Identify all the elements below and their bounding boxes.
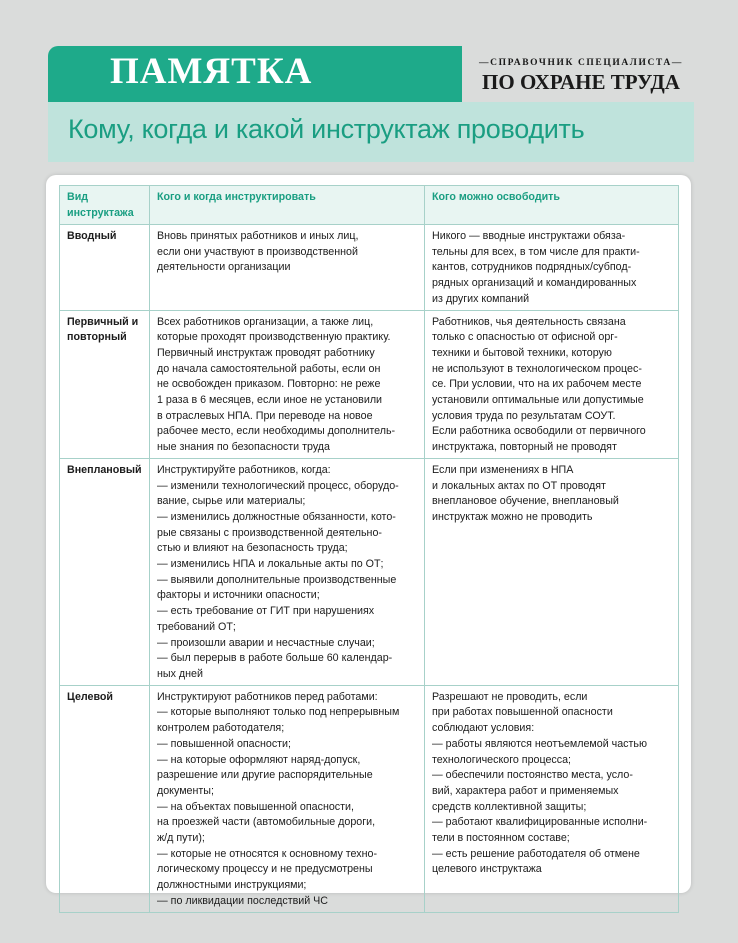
subtitle-band	[48, 102, 694, 162]
cell-text-line: и локальных актах по ОТ проводят	[432, 479, 606, 492]
cell-text-line: рядных организаций и командированных	[432, 277, 637, 290]
column-header-type: Вид инструктажа	[60, 186, 150, 225]
cell-type: Вводный	[60, 225, 150, 311]
cell-text-line: — был перерыв в работе больше 60 календар-	[157, 652, 393, 665]
cell-text-line: кантов, сотрудников подрядных/субпод-	[432, 261, 632, 274]
table-header-row	[60, 186, 679, 225]
cell-text-line: се. При условии, что на их рабочем месте	[432, 378, 642, 391]
cell-text-line: вание, сырье или материалы;	[157, 495, 306, 508]
cell-text-line: — произошли аварии и несчастные случаи;	[157, 636, 375, 649]
cell-text-line: документы;	[157, 784, 214, 797]
cell-text-line: — на которые оформляют наряд-допуск,	[157, 753, 361, 766]
cell-text-line: только с опасностью от офисной орг-	[432, 331, 618, 344]
cell-who	[150, 458, 425, 685]
cell-text-line: которые проходят производственную практику.	[157, 331, 391, 344]
cell-text-line: условия труда по результатам СОУТ.	[432, 409, 616, 422]
cell-text-line: установили оптимальные или допустимые	[432, 394, 644, 407]
cell-who	[150, 685, 425, 912]
cell-text-line: — есть требование от ГИТ при нарушениях	[157, 605, 375, 618]
cell-who	[150, 310, 425, 458]
cell-text-line: до начала самостоятельной работы, если он	[157, 362, 381, 375]
cell-text-line: — изменились НПА и локальные акты по ОТ;	[157, 558, 384, 571]
cell-text-line: если они участвуют в производственной	[157, 245, 358, 258]
cell-text-line: — на объектах повышенной опасности,	[157, 800, 354, 813]
cell-text-line: — которые не относятся к основному техно-	[157, 847, 378, 860]
cell-text-line: вий, характера работ и применяемых	[432, 784, 619, 797]
cell-text-line: соблюдают условия:	[432, 722, 535, 735]
title-banner	[48, 46, 462, 102]
cell-text-line: инструктажа, повторный не проводят	[432, 441, 617, 454]
column-header-who: Кого и когда инструктировать	[150, 186, 425, 225]
cell-text-line: — есть решение работодателя об отмене	[432, 847, 640, 860]
table-row	[60, 225, 679, 311]
cell-text-line: разрешение или другие распорядительные	[157, 769, 373, 782]
cell-text-line: Разрешают не проводить, если	[432, 690, 588, 703]
cell-exempt	[425, 310, 679, 458]
cell-text-line: контролем работодателя;	[157, 722, 285, 735]
cell-exempt	[425, 685, 679, 912]
instruction-table	[59, 185, 679, 913]
cell-text-line: — изменили технологический процесс, оборудо-	[157, 479, 399, 492]
cell-text-line: — по ликвидации последствий ЧС	[157, 894, 329, 907]
cell-text-line: ных дней	[157, 667, 203, 680]
cell-text-line: целевого инструктажа	[432, 863, 542, 876]
cell-type: Внеплановый	[60, 458, 150, 685]
table-row	[60, 310, 679, 458]
cell-exempt	[425, 458, 679, 685]
cell-type: Первичный и повторный	[60, 310, 150, 458]
cell-text-line: — выявили дополнительные производственные	[157, 573, 397, 586]
cell-text-line: средств коллективной защиты;	[432, 800, 587, 813]
cell-text-line: из других компаний	[432, 292, 530, 305]
cell-who	[150, 225, 425, 311]
cell-text-line: на проезжей части (автомобильные дороги,	[157, 816, 376, 829]
cell-text-line: Инструктируйте работников, когда:	[157, 463, 331, 476]
cell-text-line: Если при изменениях в НПА	[432, 463, 574, 476]
cell-text-line: — изменились должностные обязанности, кото-	[157, 510, 396, 523]
cell-text-line: внеплановое обучение, внеплановый	[432, 495, 619, 508]
brand-tagline: —СПРАВОЧНИК СПЕЦИАЛИСТА—	[479, 58, 683, 68]
cell-text-line: Никого — вводные инструктажи обяза-	[432, 230, 626, 242]
cell-text-line: Инструктируют работников перед работами:	[157, 690, 378, 703]
cell-text-line: в отраслевых НПА. При переводе на новое	[157, 409, 373, 422]
cell-text-line: Если работника освободили от первичного	[432, 425, 646, 438]
cell-text-line: рабочее место, если необходимы дополнитель-	[157, 425, 396, 438]
page-subtitle: Кому, когда и какой инструктаж проводить	[68, 114, 585, 144]
cell-text-line: не освобожден приказом. Повторно: не реже	[157, 378, 381, 391]
cell-text-line: не используют в технологическом процес-	[432, 362, 642, 375]
cell-text-line: ные знания по безопасности труда	[157, 441, 330, 454]
cell-exempt	[425, 225, 679, 311]
cell-text-line: рые связаны с производственной деятельно-	[157, 526, 382, 539]
cell-text-line: ж/д пути);	[157, 832, 205, 845]
cell-text-line: — повышенной опасности;	[157, 737, 291, 750]
content-card	[46, 175, 691, 907]
cell-text-line: стью и влияют на безопасность труда;	[157, 542, 348, 555]
cell-text-line: Работников, чья деятельность связана	[432, 315, 626, 328]
cell-text-line: Первичный инструктаж проводят работнику	[157, 346, 375, 359]
cell-text-line: — работают квалифицированные исполни-	[432, 816, 648, 829]
cell-type: Целевой	[60, 685, 150, 912]
cell-text-line: тельны для всех, в том числе для практи-	[432, 245, 640, 258]
brand-name: ПО ОХРАНЕ ТРУДА	[482, 70, 680, 94]
cell-text-line: Всех работников организации, а также лиц,	[157, 315, 374, 328]
publication-brand	[466, 46, 696, 102]
cell-text-line: техники и бытовой техники, которую	[432, 346, 612, 359]
table-row	[60, 458, 679, 685]
cell-text-line: — работы являются неотъемлемой частью	[432, 737, 647, 750]
cell-text-line: технологического процесса;	[432, 753, 571, 766]
cell-text-line: — обеспечили постоянство места, усло-	[432, 769, 633, 782]
cell-text-line: Вновь принятых работников и иных лиц,	[157, 230, 359, 242]
cell-text-line: факторы и источники опасности;	[157, 589, 320, 602]
cell-text-line: — которые выполняют только под непрерывным	[157, 706, 400, 719]
page-title: ПАМЯТКА	[110, 51, 313, 92]
cell-text-line: деятельности организации	[157, 261, 291, 274]
cell-text-line: логическому процессу и не предусмотрены	[157, 863, 373, 876]
cell-text-line: должностными инструкциями;	[157, 879, 307, 892]
cell-text-line: 1 раза в 6 месяцев, если иное не установили	[157, 394, 383, 407]
cell-text-line: при работах повышенной опасности	[432, 706, 613, 719]
cell-text-line: инструктаж можно не проводить	[432, 510, 593, 523]
cell-text-line: тели в постоянном составе;	[432, 832, 570, 845]
cell-text-line: требований ОТ;	[157, 620, 236, 633]
table-row	[60, 685, 679, 912]
column-header-exempt: Кого можно освободить	[425, 186, 679, 225]
